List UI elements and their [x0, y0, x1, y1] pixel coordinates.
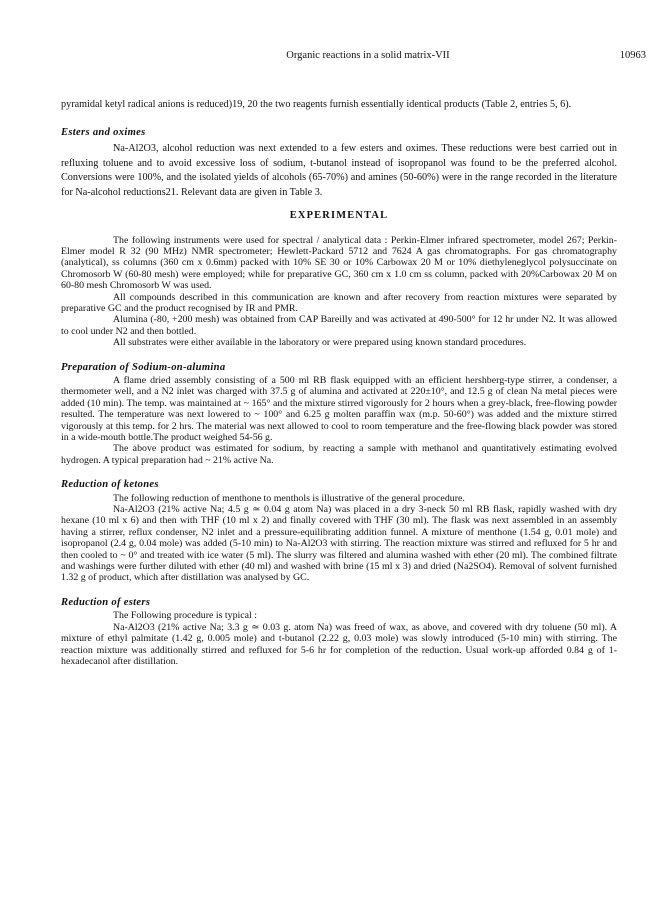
- ketones-intro-paragraph: The following reduction of menthone to menthols is illustrative of the general procedure.: [113, 492, 465, 504]
- experimental-block: [61, 235, 617, 668]
- esters-oximes-paragraph: Na-Al2O3, alcohol reduction was next extended to a few esters and oximes. These reductions were best carried out in refluxing toluene and to avoid excessive loss of sodium, t-butanol instead of isopropanol was found to be the preferred alcohol. Conversions were 100%, and the isolated yields of alcohols (65-70%) and amines (50-60%) were in the range recorded in the literature for Na-alcohol reductions21. Relevant data are given in Table 3.: [61, 143, 617, 198]
- section-heading-esters-oximes: Esters and oximes: [61, 126, 146, 138]
- page-number: 10963: [619, 50, 646, 61]
- intro-paragraph: pyramidal ketyl radical anions is reduced)19, 20 the two reagents furnish essentially identical products (Table 2, entries 5, 6).: [61, 99, 572, 110]
- article-body: [61, 98, 617, 667]
- alumina-paragraph: Alumina (-80, +200 mesh) was obtained from CAP Bareilly and was activated at 490-500° for 12 hr under N2. It was allowed to cool under N2 and then bottled.: [61, 314, 617, 337]
- instruments-paragraph: The following instruments were used for spectral / analytical data : Perkin-Elmer infrared spectrometer, model 267; Perkin-Elmer model R 32 (90 MHz) NMR spectrometer; Hewlett-Packard 5712 and 7624 A gas chromatographs. For gas chromatography (analytical), ss columns (360 cm x 0.6mm) packed with 10% SE 30 or 10% Carbowax 20 M or 10% diethyleneglycol polysuccinate on Chromosorb W (60-80 mesh) were employed; while for preparative GC, 360 cm x 1.0 cm ss column, packed with 20%Carbowax 20 M on 60-80 mesh Chromosorb W was used.: [61, 234, 617, 292]
- section-heading-reduction-esters: Reduction of esters: [61, 596, 151, 608]
- esters-procedure-paragraph: Na-Al2O3 (21% active Na; 3.3 g ≃ 0.03 g. atom Na) was freed of wax, as above, and covered with dry toluene (50 ml). A mixture of ethyl palmitate (1.42 g, 0.005 mole) and t-butanol (2.22 g, 0.03 mole) was slowly introduced (5-10 min) with stirring. The reaction mixture was additionally stirred and refluxed for 5-6 hr for completion of the reduction. Usual work-up afforded 0.84 g of 1-hexadecanol after distillation.: [61, 621, 617, 667]
- section-heading-sodium-on-alumina: Preparation of Sodium-on-alumina: [61, 361, 226, 373]
- section-heading-reduction-ketones: Reduction of ketones: [61, 479, 159, 491]
- sodium-prep-paragraph: A flame dried assembly consisting of a 500 ml RB flask equipped with an efficient hershberg-type stirrer, a condenser, a thermometer well, and a N2 inlet was charged with 37.5 g of alumina and activated at 220±10°, and 12.5 g of clean Na metal pieces were added (10 min). The temp. was maintained at ~ 165° and the mixture stirred vigorously for 2 hours when a grey-black, free-flowing powder resulted. The temperature was next lowered to ~ 100° and 6.25 g molten paraffin wax (m.p. 50-60°) was added and the mixture stirred vigorously at this temp. for 2 hrs. The material was next allowed to cool to room temperature and the free-flowing black powder was stored in a wide-mouth bottle.The product weighed 54-56 g.: [61, 374, 617, 443]
- ketones-procedure-paragraph: Na-Al2O3 (21% active Na; 4.5 g ≃ 0.04 g atom Na) was placed in a dry 3-neck 50 ml RB flask, rapidly washed with dry hexane (10 ml x 6) and then with THF (10 ml x 2) and finally covered with THF (30 ml). The flask was next assembled in an assembly having a stirrer, reflux condenser, N2 inlet and a pressure-equilibrating addition funnel. A mixture of menthone (1.54 g, 0.01 mole) and isopropanol (2.4 g, 0.04 mole) was added (5-10 min) to Na-Al2O3 with stirring. The reaction mixture was stirred and refluxed for 5 hr and then cooled to ~ 0° and treated with ice water (5 ml). The slurry was filtered and alumina washed with ether (20 ml). The combined filtrate and washings were further diluted with ether (40 ml) and washed with brine (15 ml x 3) and dried (Na2SO4). Removal of solvent furnished 1.32 g of product, which after distillation was analysed by GC.: [61, 504, 617, 584]
- substrates-paragraph: All substrates were either available in the laboratory or were prepared using known standard procedures.: [113, 337, 527, 349]
- section-heading-experimental: EXPERIMENTAL: [289, 210, 389, 221]
- running-title: Organic reactions in a solid matrix-VII: [286, 50, 450, 61]
- esters-intro-paragraph: The Following procedure is typical :: [113, 610, 257, 622]
- running-header: [90, 50, 646, 64]
- compounds-paragraph: All compounds described in this communication are known and after recovery from reaction mixtures were separated by preparative GC and the product recognised by IR and PMR.: [61, 291, 617, 314]
- sodium-estimation-paragraph: The above product was estimated for sodium, by reacting a sample with methanol and quantitatively estimating evolved hydrogen. A typical preparation had ~ 21% active Na.: [61, 443, 617, 466]
